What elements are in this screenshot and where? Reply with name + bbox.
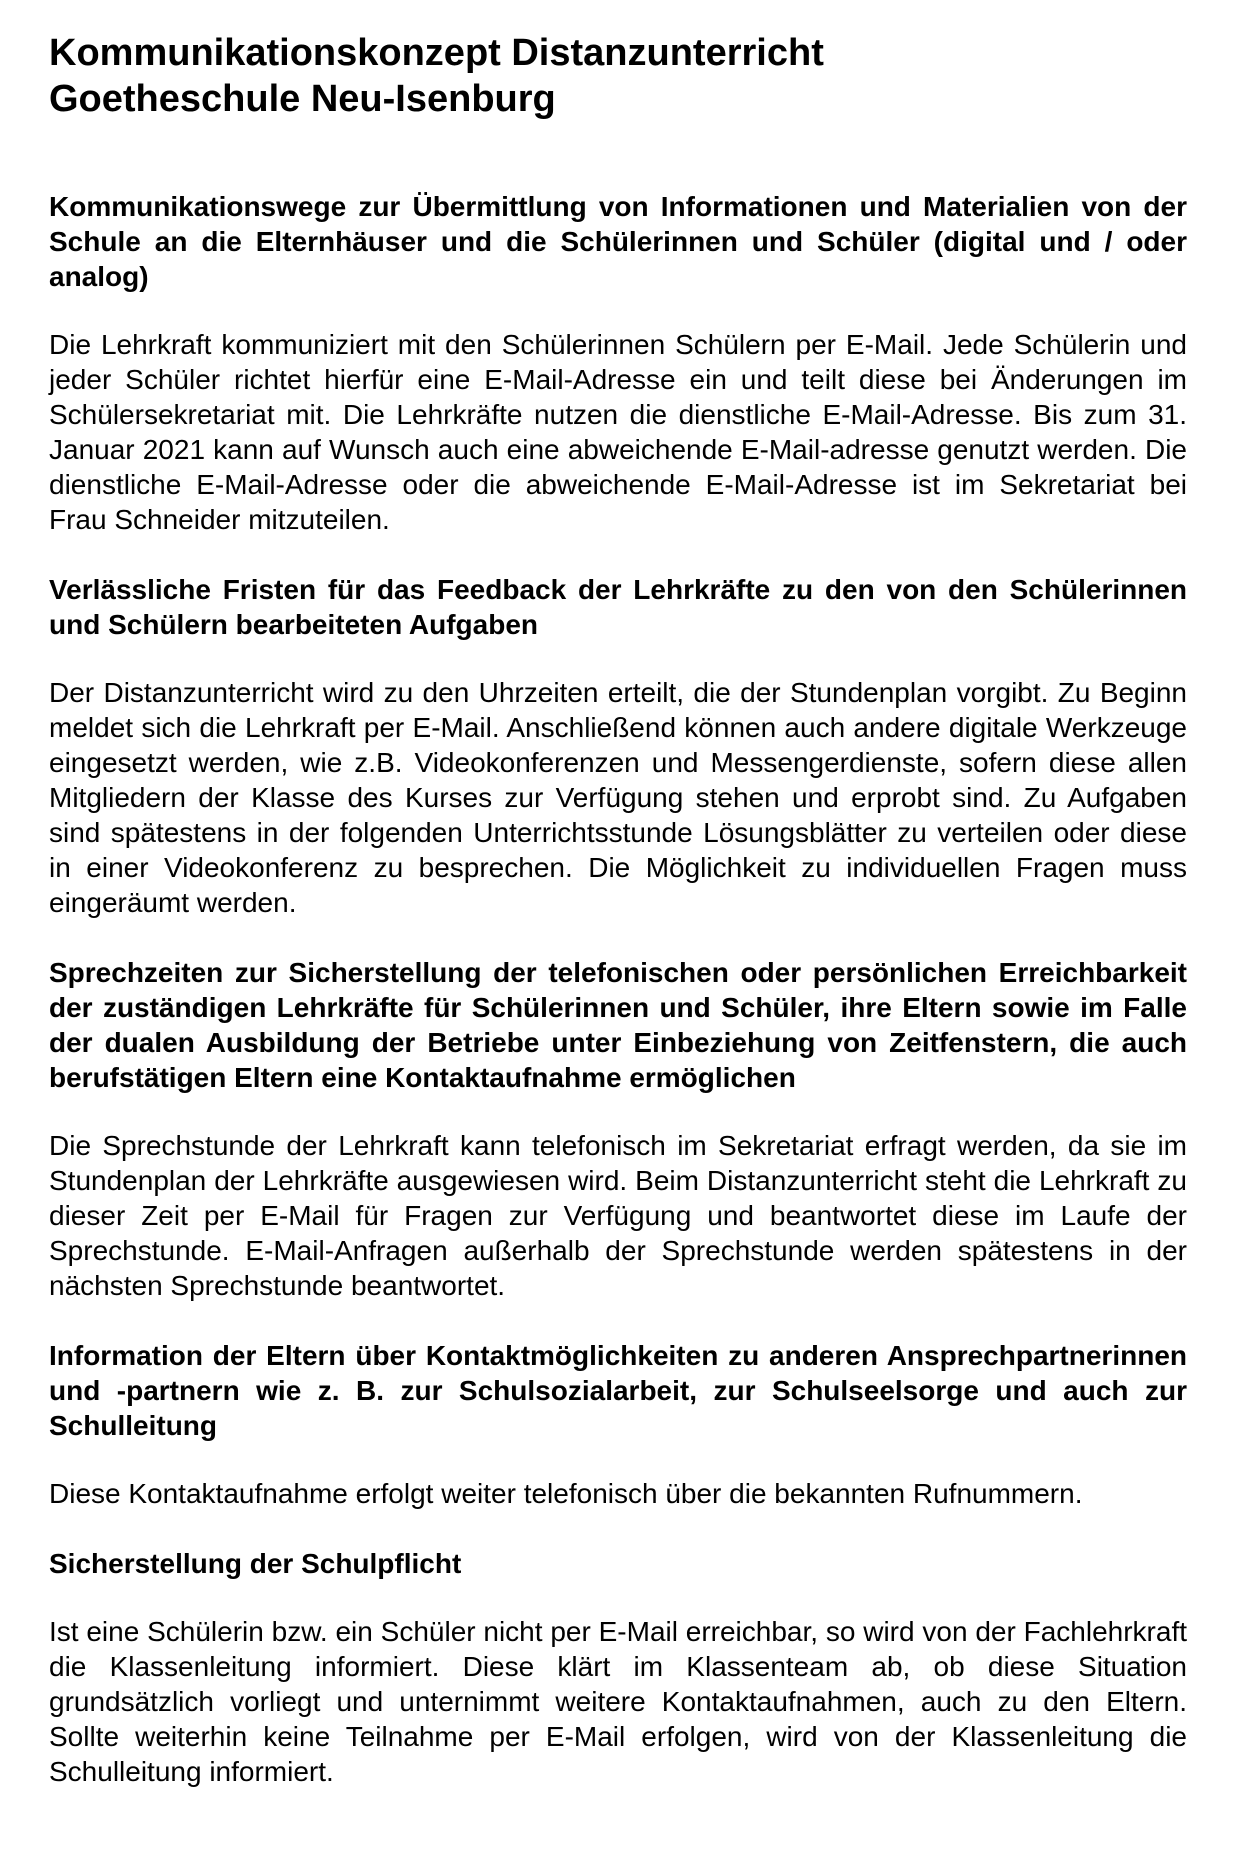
- section-communication-channels: [49, 189, 1187, 537]
- section-body: Ist eine Schülerin bzw. ein Schüler nicht per E-Mail erreichbar, so wird von der Fachlehrkraft die Klassenleitung informiert. Diese klärt im Klassenteam ab, ob diese Situation grundsätzlich vorliegt und unternimmt weitere Kontaktaufnahmen, auch zu den Eltern. Sollte weiterhin keine Teilnahme per E-Mail erfolgen, wird von der Klassenleitung die Schulleitung informiert.: [49, 1616, 1187, 1787]
- title-line-1: Kommunikationskonzept Distanzunterricht: [49, 32, 824, 74]
- section-heading: Kommunikationswege zur Übermittlung von Informationen und Materialien von der Schule an die Elternhäuser und die Schülerinnen und Schüler (digital und / oder analog): [49, 191, 1187, 292]
- section-body: Diese Kontaktaufnahme erfolgt weiter telefonisch über die bekannten Rufnummern.: [49, 1478, 1083, 1509]
- document-title: [49, 30, 1187, 122]
- section-parent-contacts: [49, 1338, 1187, 1511]
- section-heading: Sicherstellung der Schulpflicht: [49, 1548, 462, 1579]
- section-body: Die Sprechstunde der Lehrkraft kann telefonisch im Sekretariat erfragt werden, da sie im Stundenplan der Lehrkräfte ausgewiesen wird. Beim Distanzunterricht steht die Lehrkraft zu dieser Zeit per E-Mail für Fragen zur Verfügung und beantwortet diese im Laufe der Sprechstunde. E-Mail-Anfragen außerhalb der Sprechstunde werden spätestens in der nächsten Sprechstunde beantwortet.: [49, 1130, 1187, 1301]
- section-body: Der Distanzunterricht wird zu den Uhrzeiten erteilt, die der Stundenplan vorgibt. Zu Beginn meldet sich die Lehrkraft per E-Mail. Anschließend können auch andere digitale Werkzeuge eingesetzt werden, wie z.B. Videokonferenzen und Messengerdienste, sofern diese allen Mitgliedern der Klasse des Kurses zur Verfügung stehen und erprobt sind. Zu Aufgaben sind spätestens in der folgenden Unterrichtsstunde Lösungsblätter zu verteilen oder diese in einer Videokonferenz zu besprechen. Die Möglichkeit zu individuellen Fragen muss eingeräumt werden.: [49, 677, 1187, 918]
- section-heading: Sprechzeiten zur Sicherstellung der telefonischen oder persönlichen Erreichbarkeit der zuständigen Lehrkräfte für Schülerinnen und Schüler, ihre Eltern sowie im Falle der dualen Ausbildung der Betriebe unter Einbeziehung von Zeitfenstern, die auch berufstätigen Eltern eine Kontaktaufnahme ermöglichen: [49, 957, 1187, 1093]
- section-heading: Verlässliche Fristen für das Feedback der Lehrkräfte zu den von den Schülerinnen und Schülern bearbeiteten Aufgaben: [49, 574, 1187, 640]
- title-line-2: Goetheschule Neu-Isenburg: [49, 78, 556, 120]
- section-compulsory-schooling: [49, 1546, 1187, 1789]
- section-office-hours: [49, 955, 1187, 1303]
- section-heading: Information der Eltern über Kontaktmöglichkeiten zu anderen Ansprechpartnerinnen und -partnern wie z. B. zur Schulsozialarbeit, zur Schulseelsorge und auch zur Schulleitung: [49, 1340, 1187, 1441]
- section-body: Die Lehrkraft kommuniziert mit den Schülerinnen Schülern per E-Mail. Jede Schülerin und jeder Schüler richtet hierfür eine E-Mail-Adresse ein und teilt diese bei Änderungen im Schülersekretariat mit. Die Lehrkräfte nutzen die dienstliche E-Mail-Adresse. Bis zum 31. Januar 2021 kann auf Wunsch auch eine abweichende E-Mail-adresse genutzt werden. Die dienstliche E-Mail-Adresse oder die abweichende E-Mail-Adresse ist im Sekretariat bei Frau Schneider mitzuteilen.: [49, 329, 1187, 535]
- section-feedback-deadlines: [49, 572, 1187, 920]
